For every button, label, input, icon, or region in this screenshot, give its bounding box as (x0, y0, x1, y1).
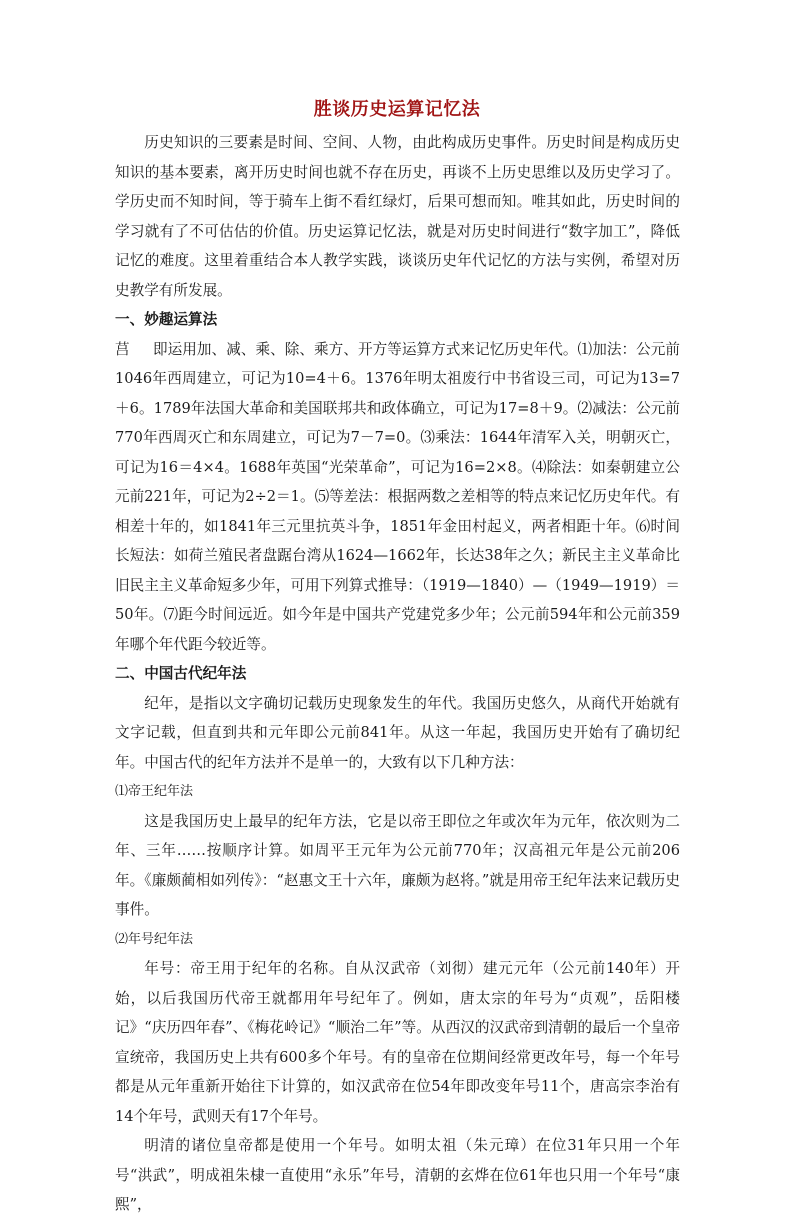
emperor-era-paragraph: 这是我国历史上最早的纪年方法，它是以帝王即位之年或次年为元年，依次则为二年、三年……按顺序计算。如周平王元年为公元前770年；汉高祖元年是公元前206年。《廉颇蔺相如列传》：“赵惠文王十六年，廉颇为赵将。”就是用帝王纪年法来记载历史事件。 (115, 812, 680, 918)
section1-text: 即运用加、减、乘、除、乘方、开方等运算方式来记忆历史年代。⑴加法：公元前1046年西周建立，可记为10=4＋6。1376年明太祖废行中书省设三司，可记为13=7＋6。1789年法国大革命和美国联邦共和政体确立，可记为17=8＋9。⑵减法：公元前770年西周灭亡和东周建立，可记为7－7=0。⑶乘法：1644年清军入关，明朝灭亡，可记为16＝4×4。1688年英国“光荣革命”，可记为16=2×8。⑷除法：如秦朝建立公元前221年，可记为2÷2＝1。⑸等差法：根据两数之差相等的特点来记忆历史年代。有相差十年的，如1841年三元里抗英斗争，1851年金田村起义，两者相距十年。⑹时间长短法：如荷兰殖民者盘踞台湾从1624—1662年，长达38年之久；新民主主义革命比旧民主主义革命短多少年，可用下列算式推导：（1919—1840）—（1949—1919）＝50年。⑺距今时间远近。如今年是中国共产党建党多少年；公元前594年和公元前359年哪个年代距今较近等。 (115, 340, 680, 653)
section1-paragraph (115, 335, 680, 660)
page-title: 胜谈历史运算记忆法 (313, 99, 481, 120)
subheading-reign-title: ⑵年号纪年法 (115, 931, 194, 947)
ming-qing-paragraph: 明清的诸位皇帝都是使用一个年号。如明太祖（朱元璋）在位31年只用一个年号“洪武”，明成祖朱棣一直使用“永乐”年号，清朝的玄烨在位61年也只用一个年号“康熙”， (115, 1137, 680, 1213)
section-heading-1: 一、妙趣运算法 (115, 311, 218, 328)
subheading-emperor-era: ⑴帝王纪年法 (115, 784, 194, 799)
section-heading-2: 二、中国古代纪年法 (115, 665, 247, 682)
reign-title-paragraph: 年号：帝王用于纪年的名称。自从汉武帝（刘彻）建元元年（公元前140年）开始，以后我国历代帝王就都用年号纪年了。例如，唐太宗的年号为“贞观”，岳阳楼记》“庆历四年春”、《梅花岭记》“顺治二年”等。从西汉的汉武帝到清朝的最后一个皇帝宣统帝，我国历史上共有600多个年号。有的皇帝在位期间经常更改年号，每一个年号都是从元年重新开始往下计算的，如汉武帝在位54年即改变年号11个，唐高宗李治有14个年号，武则天有17个年号。 (115, 960, 680, 1125)
paragraph-mark: 莒 (115, 340, 130, 358)
intro-paragraph: 历史知识的三要素是时间、空间、人物，由此构成历史事件。历史时间是构成历史知识的基本要素，离开历史时间也就不存在历史，再谈不上历史思维以及历史学习了。学历史而不知时间，等于骑车上街不看红绿灯，后果可想而知。唯其如此，历史时间的学习就有了不可估估的价值。历史运算记忆法，就是对历史时间进行“数字加工”，降低记忆的难度。这里着重结合本人教学实践，谈谈历史年代记忆的方法与实例，希望对历史教学有所发展。 (115, 134, 680, 299)
document-body (115, 128, 680, 1220)
section2-intro: 纪年，是指以文字确切记载历史现象发生的年代。我国历史悠久，从商代开始就有文字记载，但直到共和元年即公元前841年。从这一年起，我国历史开始有了确切纪年。中国古代的纪年方法并不是单一的，大致有以下几种方法： (115, 694, 680, 771)
